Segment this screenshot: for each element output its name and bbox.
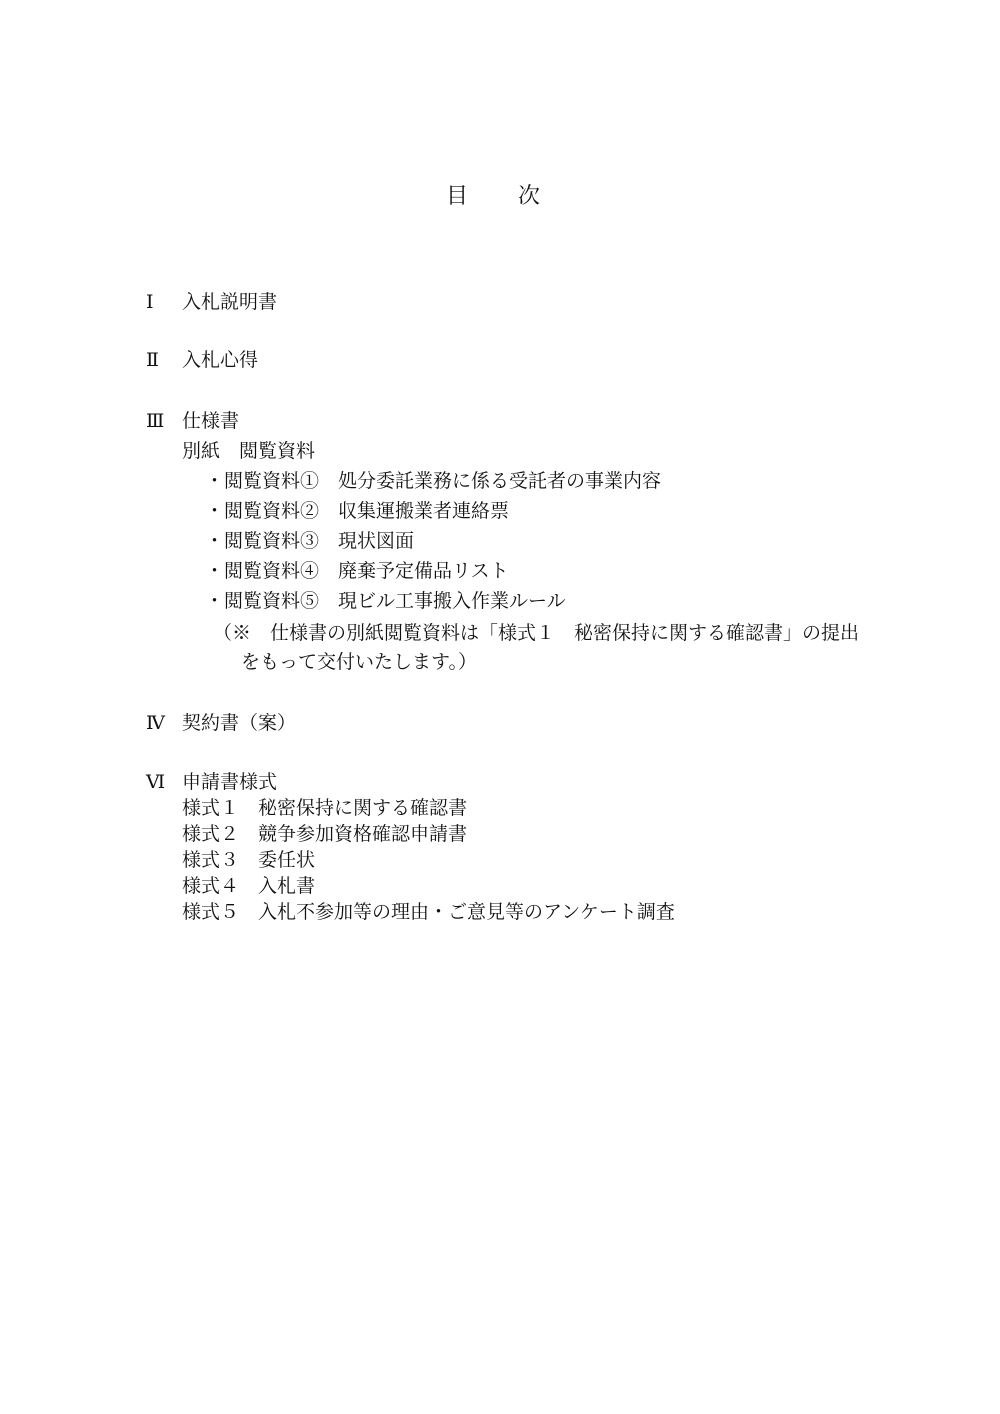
list-item: 様式２ 競争参加資格確認申請書 bbox=[182, 823, 468, 845]
section-6-numeral: Ⅵ bbox=[146, 771, 166, 793]
section-2-numeral: Ⅱ bbox=[146, 349, 159, 371]
section-3-numeral: Ⅲ bbox=[146, 410, 165, 432]
list-item: ・閲覧資料② 収集運搬業者連絡票 bbox=[205, 500, 510, 522]
list-item: ・閲覧資料① 処分委託業務に係る受託者の事業内容 bbox=[205, 470, 662, 492]
page-title: 目 次 bbox=[445, 184, 554, 209]
section-3-title: 仕様書 bbox=[182, 410, 240, 432]
section-4-title: 契約書（案） bbox=[182, 712, 297, 734]
list-item: ・閲覧資料⑤ 現ビル工事搬入作業ルール bbox=[205, 590, 566, 612]
note-line-1: （※ 仕様書の別紙閲覧資料は「様式１ 秘密保持に関する確認書」の提出 bbox=[213, 622, 860, 644]
section-3-subheading: 別紙 閲覧資料 bbox=[182, 440, 316, 462]
note-line-2: をもって交付いたします。） bbox=[241, 651, 477, 673]
section-2-title: 入札心得 bbox=[182, 349, 259, 371]
list-item: 様式５ 入札不参加等の理由・ご意見等のアンケート調査 bbox=[182, 901, 675, 923]
list-item: 様式４ 入札書 bbox=[182, 875, 316, 897]
section-1-numeral: Ⅰ bbox=[146, 291, 154, 313]
list-item: 様式１ 秘密保持に関する確認書 bbox=[182, 797, 468, 819]
list-item: 様式３ 委任状 bbox=[182, 849, 316, 871]
list-item: ・閲覧資料④ 廃棄予定備品リスト bbox=[205, 560, 509, 582]
section-6-title: 申請書様式 bbox=[182, 771, 278, 793]
section-1-title: 入札説明書 bbox=[182, 291, 278, 313]
list-item: ・閲覧資料③ 現状図面 bbox=[205, 530, 415, 552]
section-4-numeral: Ⅳ bbox=[146, 712, 165, 734]
